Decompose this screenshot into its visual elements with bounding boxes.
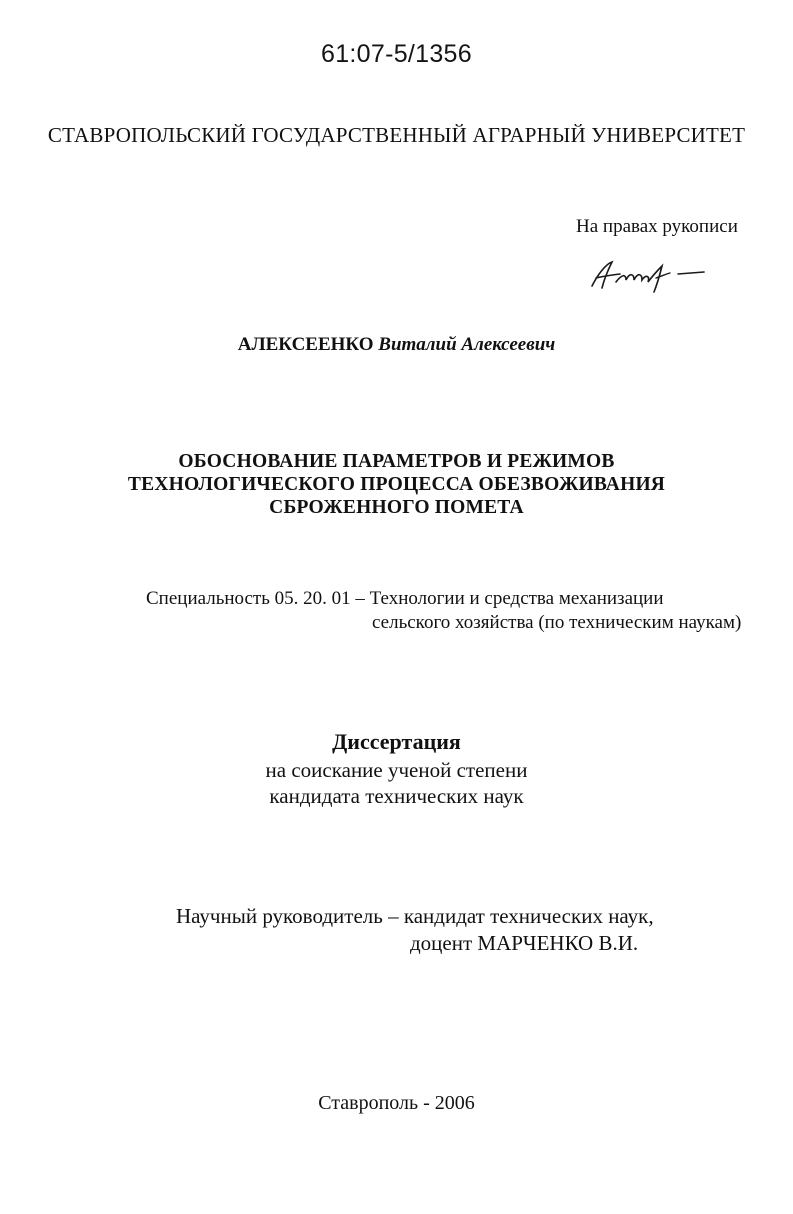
author-signature (582, 252, 712, 300)
rights-notice: На правах рукописи (576, 216, 738, 237)
degree-line-2: кандидата технических наук (269, 784, 524, 808)
title-line: ТЕХНОЛОГИЧЕСКОГО ПРОЦЕССА ОБЕЗВОЖИВАНИЯ (127, 474, 666, 495)
catalog-number: 61:07-5/1356 (321, 40, 472, 68)
author-name (0, 334, 793, 356)
city-year: Ставрополь - 2006 (318, 1092, 475, 1114)
degree-line-1: на соискание ученой степени (265, 758, 528, 782)
author-given-names: Виталий Алексеевич (378, 334, 556, 355)
supervisor-line-1: Научный руководитель – кандидат технических наук, (176, 904, 654, 928)
title-line: СБРОЖЕННОГО ПОМЕТА (269, 497, 524, 518)
university-name: СТАВРОПОЛЬСКИЙ ГОСУДАРСТВЕННЫЙ АГРАРНЫЙ УНИВЕРСИТЕТ (47, 123, 746, 147)
title-line: ОБОСНОВАНИЕ ПАРАМЕТРОВ И РЕЖИМОВ (178, 451, 615, 472)
dissertation-heading: Диссертация (332, 729, 461, 754)
specialty-line-2: сельского хозяйства (по техническим наукам) (372, 612, 742, 633)
supervisor-line-2: доцент МАРЧЕНКО В.И. (410, 931, 639, 955)
author-surname: АЛЕКСЕЕНКО (237, 334, 374, 355)
specialty-line-1: Специальность 05. 20. 01 – Технологии и средства механизации (146, 588, 664, 609)
dissertation-title (0, 450, 793, 519)
